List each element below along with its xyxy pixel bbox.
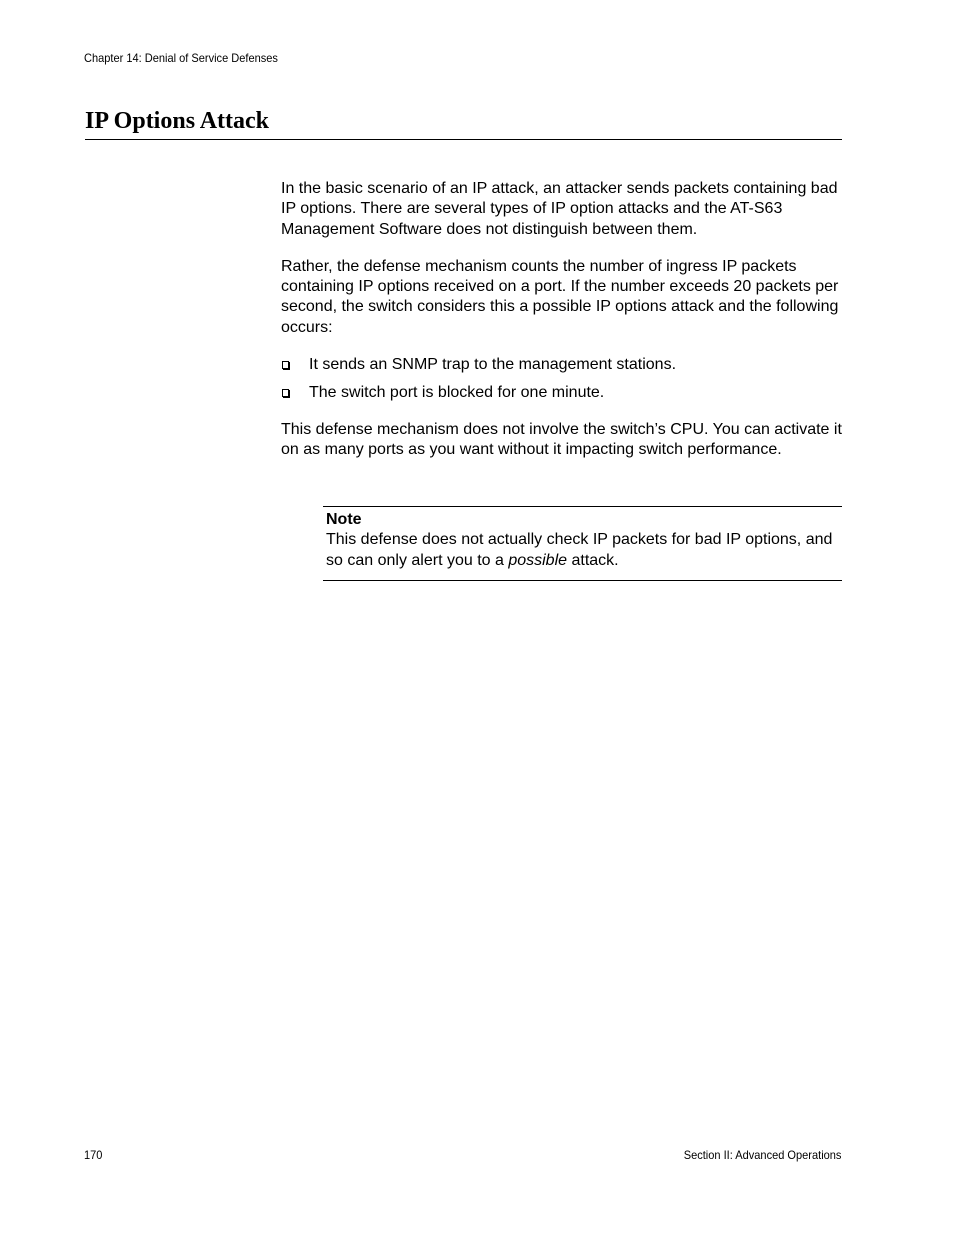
note-text-end: attack. [567, 551, 619, 569]
consequence-list [281, 355, 843, 403]
body-text [281, 179, 843, 478]
running-header: Chapter 14: Denial of Service Defenses [84, 51, 278, 65]
note-label: Note [326, 511, 362, 528]
list-item-text: It sends an SNMP trap to the management stations. [309, 356, 677, 374]
list-item [281, 383, 843, 403]
note-box [323, 506, 842, 581]
page-number: 170 [84, 1148, 103, 1162]
note-text [326, 530, 842, 571]
square-bullet-icon [282, 361, 289, 369]
list-item-text: The switch port is blocked for one minute. [309, 383, 605, 401]
footer-section-name: Section II: Advanced Operations [683, 1148, 841, 1162]
paragraph-cpu: This defense mechanism does not involve the switch’s CPU. You can activate it on as many ports as you want without it impacting switch performance. [281, 421, 842, 459]
note-emphasis: possible [508, 551, 568, 569]
note-text-start: This defense does not actually check IP packets for bad IP options, and so can only alert you to a [326, 531, 833, 569]
paragraph-intro: In the basic scenario of an IP attack, an attacker sends packets containing bad IP options. There are several types of IP option attacks and the AT-S63 Management Software does not distinguish between them. [281, 180, 838, 238]
square-bullet-icon [282, 389, 289, 397]
list-item [281, 355, 843, 375]
paragraph-mechanism: Rather, the defense mechanism counts the number of ingress IP packets containing IP options received on a port. If the number exceeds 20 packets per second, the switch considers this a possible IP options attack and the following occurs: [281, 257, 839, 336]
section-title: IP Options Attack [85, 106, 842, 140]
